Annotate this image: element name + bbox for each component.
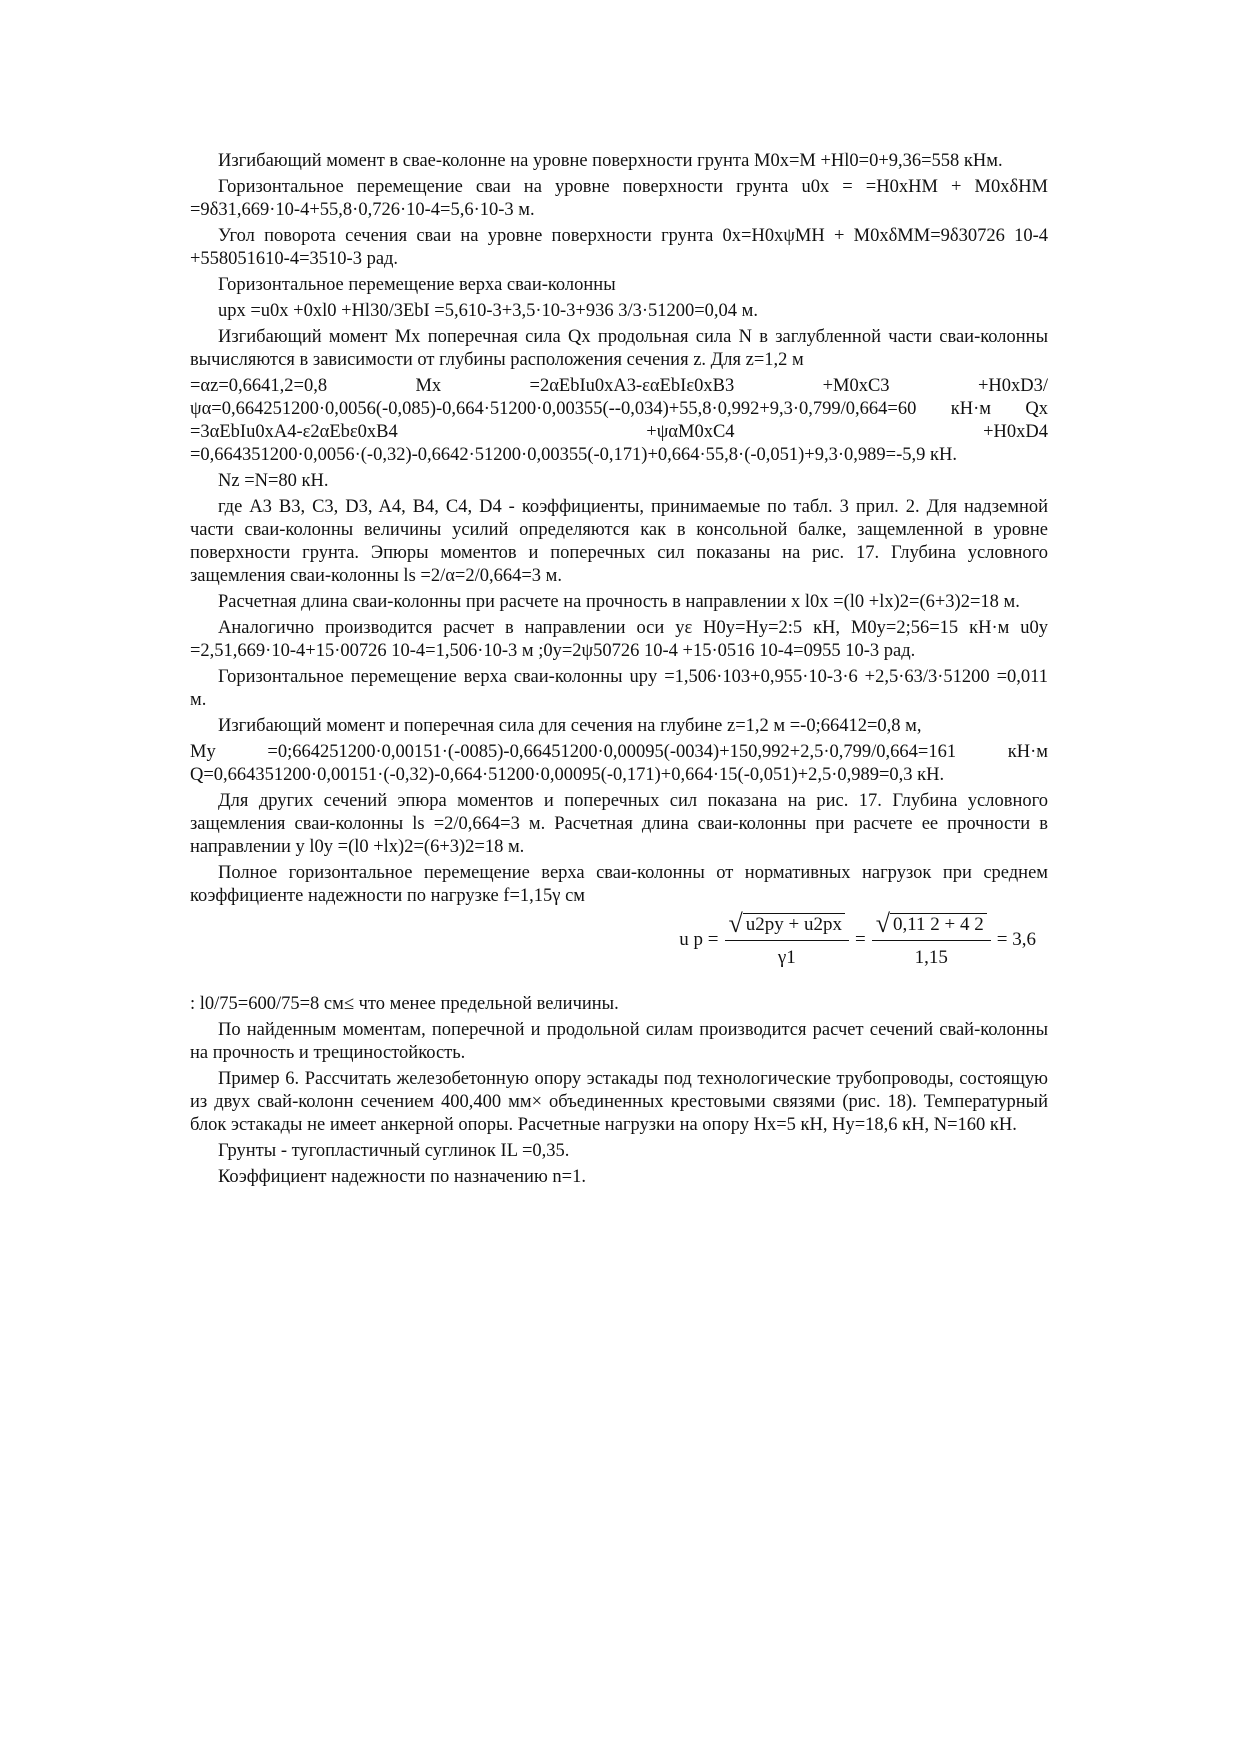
paragraph-4: upx =u0x +0xl0 +Hl30/3EbI =5,610-3+3,5·10-3+936 3/3·51200=0,04 м.: [218, 301, 759, 321]
formula-den-left: γ1: [777, 947, 796, 968]
paragraph-12: Изгибающий момент и поперечная сила для сечения на глубине z=1,2 м =-0;66412=0,8 м,: [218, 716, 922, 736]
paragraph-17: По найденным моментам, поперечной и продольной силам производится расчет сечений свай-колонны на прочность и трещиностойкость.: [190, 1020, 1048, 1063]
sqrt-icon: √: [875, 909, 891, 938]
formula-up: u p = √ u2py + u2px γ1 = √ 0,11 2 + 4 2 1,15 = 3,6: [679, 909, 1036, 968]
paragraph-2: Угол поворота сечения сваи на уровне поверхности грунта 0x=H0xψMH + M0xδMM=9δ30726 10-4 +558051610-4=3510-3 рад.: [190, 226, 1048, 269]
fraction-right: [872, 911, 991, 969]
paragraph-0: Изгибающий момент в свае-колонне на уровне поверхности грунта M0x=M +Hl0=0+9,36=558 кНм.: [218, 151, 1003, 171]
paragraph-9: Расчетная длина сваи-колонны при расчете на прочность в направлении x l0x =(l0 +lx)2=(6+3)2=18 м.: [218, 592, 1020, 612]
paragraph-11: Горизонтальное перемещение верха сваи-колонны upy =1,506·103+0,955·10-3·6 +2,5·63/3·51200 =0,011 м.: [190, 667, 1048, 710]
paragraph-6: =αz=0,6641,2=0,8 Mx =2αEbIu0xA3-εαEbIε0xB3 +M0xC3 +H0xD3/ψα=0,664251200·0,0056(-0,085)-0,664·51200·0,00355(--0,034)+55,8·0,992+9,3·0,799/0,664=60 кН·м Qx =3αEbIu0xA4-ε2αEbε0xB4 +ψαM0xC4 +H0xD4 =0,664351200·0,0056·(-0,32)-0,6642·51200·0,00355(-0,171)+0,664·55,8·(-0,051)+9,3·0,989=-5,9 кН.: [190, 376, 1048, 465]
paragraph-20: Коэффициент надежности по назначению n=1.: [218, 1167, 586, 1187]
paragraph-7: Nz =N=80 кН.: [218, 471, 329, 491]
paragraph-8: где A3 B3, C3, D3, A4, B4, C4, D4 - коэффициенты, принимаемые по табл. 3 прил. 2. Для надземной части сваи-колонны величины усилий определяются как в консольной балке, защемленной в уровне поверхности грунта. Эпюры моментов и поперечных сил показаны на рис. 17. Глубина условного защемления сваи-колонны ls =2/α=2/0,664=3 м.: [190, 497, 1048, 586]
paragraph-10: Аналогично производится расчет в направлении оси yε H0y=Hy=2:5 кН, M0y=2;56=15 кН·м u0y =2,51,669·10-4+15·00726 10-4=1,506·10-3 м ;0y=2ψ50726 10-4 +15·0516 10-4=0955 10-3 рад.: [190, 618, 1048, 661]
paragraph-19: Грунты - тугопластичный суглинок IL =0,35.: [218, 1141, 570, 1161]
paragraph-3: Горизонтальное перемещение верха сваи-колонны: [218, 275, 616, 295]
fraction-left: [725, 911, 850, 969]
paragraph-16: : l0/75=600/75=8 см≤ что менее предельной величины.: [190, 994, 619, 1014]
formula-den-right: 1,15: [914, 947, 948, 968]
paragraph-1: Горизонтальное перемещение сваи на уровне поверхности грунта u0x = =H0xHM + M0xδHM =9δ31,669·10-4+55,8·0,726·10-4=5,6·10-3 м.: [190, 177, 1048, 220]
formula-result: = 3,6: [996, 929, 1036, 950]
formula-lhs: u p =: [679, 929, 719, 950]
document-page: [190, 150, 1048, 1192]
formula-num-right: 0,11 2 + 4 2: [890, 913, 987, 936]
paragraph-13: My =0;664251200·0,00151·(-0085)-0,66451200·0,00095(-0034)+150,992+2,5·0,799/0,664=161 кН·м Q=0,664351200·0,00151·(-0,32)-0,664·51200·0,00095(-0,171)+0,664·15(-0,051)+2,5·0,989=0,3 кН.: [190, 742, 1048, 785]
formula-num-left: u2py + u2px: [743, 913, 845, 936]
paragraph-14: Для других сечений эпюра моментов и поперечных сил показана на рис. 17. Глубина условного защемления сваи-колонны ls =2/0,664=3 м. Расчетная длина сваи-колонны при расчете ее прочности в направлении y l0y =(l0 +lx)2=(6+3)2=18 м.: [190, 791, 1048, 857]
paragraph-5: Изгибающий момент Mx поперечная сила Qx продольная сила N в заглубленной части сваи-колонны вычисляются в зависимости от глубины расположения сечения z. Для z=1,2 м: [190, 327, 1048, 370]
sqrt-icon: √: [728, 909, 743, 938]
paragraph-18: Пример 6. Рассчитать железобетонную опору эстакады под технологические трубопроводы, состоящую из двух свай-колонн сечением 400,400 мм× объединенных крестовыми связями (рис. 18). Температурный блок эстакады не имеет анкерной опоры. Расчетные нагрузки на опору Hx=5 кН, Hy=18,6 кН, N=160 кН.: [190, 1069, 1048, 1135]
paragraph-15: Полное горизонтальное перемещение верха сваи-колонны от нормативных нагрузок при среднем коэффициенте надежности по нагрузке f=1,15γ см: [190, 863, 1048, 906]
